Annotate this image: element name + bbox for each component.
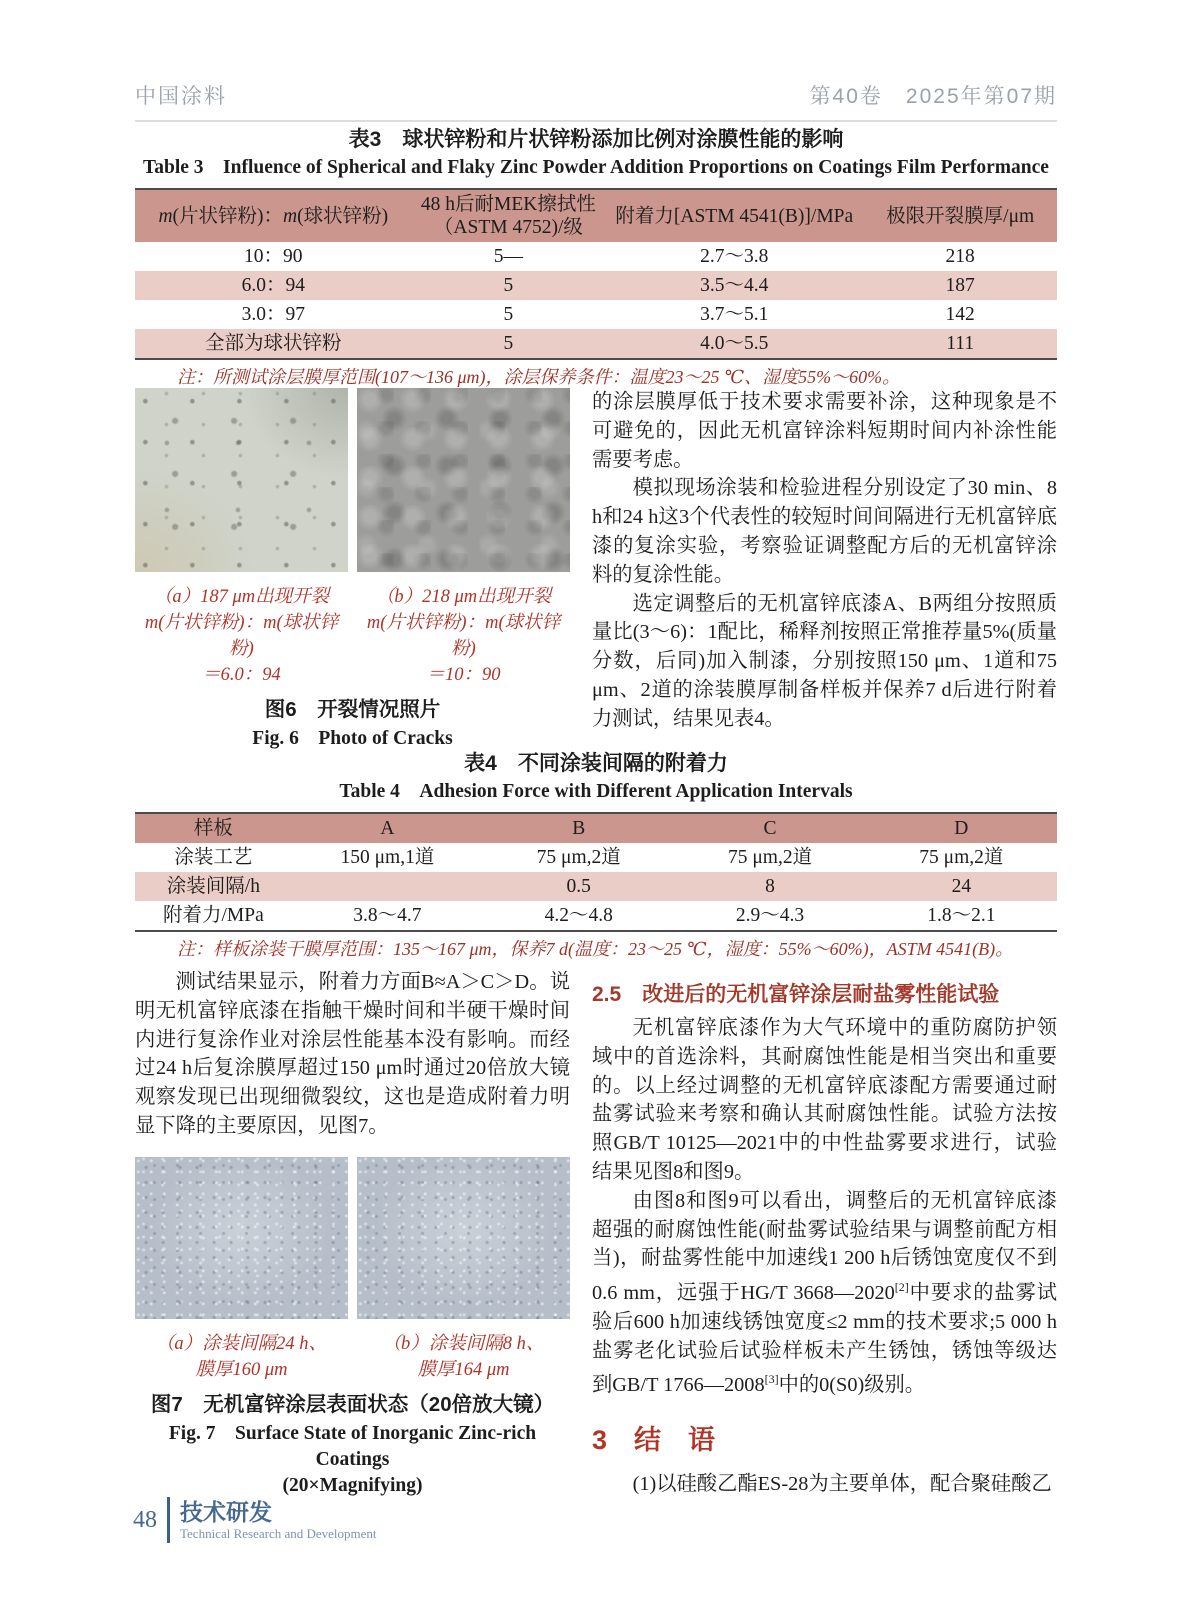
left-column-2: [135, 968, 570, 1499]
table3: [135, 188, 1057, 360]
section-2-5-heading: 2.5 改进后的无机富锌涂层耐盐雾性能试验: [592, 983, 1000, 1006]
table-row: 涂装工艺 150 μm,1道 75 μm,2道 75 μm,2道 75 μm,2道: [135, 843, 1057, 872]
figure7-images: [135, 1157, 570, 1319]
section-3-heading: 3 结 语: [592, 1424, 716, 1455]
table-row: 10：90 5— 2.7～3.8 218: [135, 242, 1057, 271]
table4-header-c: C: [674, 813, 865, 843]
footer-section: [180, 1499, 377, 1542]
table-row: 全部为球状锌粉 5 4.0～5.5 111: [135, 329, 1057, 359]
table4-header-sample: 样板: [135, 813, 292, 843]
figure7-caption-a: （a）涂装间隔24 h、 膜厚160 μm: [155, 1333, 328, 1380]
table4-header-b: B: [483, 813, 674, 843]
paragraph: 选定调整后的无机富锌底漆A、B两组分按照质量比(3～6)：1配比，稀释剂按照正常推荐量5%(质量分数，后同)加入制漆，分别按照150 μm、1道和75 μm、2道的涂装膜厚制备样板并保养7 d后进行附着力测试，结果见表4。: [592, 592, 1057, 730]
table3-title-zh: 表3 球状锌粉和片状锌粉添加比例对涂膜性能的影响: [348, 128, 844, 151]
paragraph: (1)以硅酸乙酯ES-28为主要单体，配合聚硅酸乙: [632, 1472, 1052, 1495]
columns-row-2: [135, 968, 1057, 1499]
figure7-image-a: [135, 1157, 348, 1319]
figure6-caption-b: （b）218 μm出现开裂 m(片状锌粉)：m(球状锌粉) ＝10：90: [366, 587, 561, 685]
page-number: 48: [133, 1506, 157, 1533]
paragraph: 由图8和图9可以看出，调整后的无机富锌底漆超强的耐腐蚀性能(耐盐雾试验结果与调整前配方相当)，耐盐雾性能中加速线1 200 h后锈蚀宽度仅不到0.6 mm，远强于HG/T 3668—2020[2]中要求的盐雾试验后600 h加速线锈蚀宽度≤2 mm的技术要求;5 000 h盐雾老化试验后试验样板未产生锈蚀，锈蚀等级达到GB/T 1766—2008[3]中的0(S0)级别。: [592, 1189, 1057, 1397]
table-row: 3.0：97 5 3.7～5.1 142: [135, 300, 1057, 329]
journal-name: 中国涂料: [135, 85, 227, 108]
figure7-title-en: Fig. 7 Surface State of Inorganic Zinc-rich Coatings (20×Magnifying): [168, 1422, 537, 1496]
footer-divider: [167, 1497, 170, 1543]
table3-header-thickness: 极限开裂膜厚/μm: [863, 189, 1057, 242]
issue-info: 第40卷 2025年第07期: [809, 85, 1057, 108]
table4: [135, 812, 1057, 932]
table4-block: [135, 752, 1057, 960]
citation-ref: [2]: [894, 1280, 909, 1295]
paragraph: 的涂层膜厚低于技术要求需要补涂，这种现象是不可避免的，因此无机富锌涂料短期时间内补涂性能需要考虑。: [592, 391, 1057, 471]
right-column-2: [592, 968, 1057, 1499]
page-header: [135, 80, 1057, 122]
table3-header-ratio: m(片状锌粉)：m(球状锌粉): [135, 189, 412, 242]
columns-row-1: [135, 388, 1057, 752]
table3-header-adhesion: 附着力[ASTM 4541(B)]/MPa: [605, 189, 863, 242]
paragraph: 模拟现场涂装和检验进程分别设定了30 min、8 h和24 h这3个代表性的较短时间间隔进行无机富锌底漆的复涂实验，考察验证调整配方后的无机富锌涂料的复涂性能。: [592, 477, 1057, 586]
table4-header-d: D: [866, 813, 1057, 843]
figure7-captions: [135, 1331, 570, 1383]
citation-ref: [3]: [764, 1372, 779, 1387]
figure7-image-b: [357, 1157, 570, 1319]
table3-header-row: [135, 189, 1057, 242]
paragraph: 测试结果显示，附着力方面B≈A＞C＞D。说明无机富锌底漆在指触干燥时间和半硬干燥时间内进行复涂作业对涂层性能基本没有影响。而经过24 h后复涂膜厚超过150 μm时通过20倍放大镜观察发现已出现细微裂纹，这也是造成附着力明显下降的主要原因，见图7。: [135, 971, 570, 1137]
footer-section-zh: 技术研发: [180, 1498, 272, 1525]
table4-header-row: [135, 813, 1057, 843]
page-footer: [133, 1497, 377, 1543]
figure6-block: [135, 388, 570, 752]
table-row: 附着力/MPa 3.8～4.7 4.2～4.8 2.9～4.3 1.8～2.1: [135, 901, 1057, 931]
table3-title-en: Table 3 Influence of Spherical and Flaky Zinc Powder Addition Proportions on Coatings Film Performance: [143, 157, 1049, 178]
figure6-title-en: Fig. 6 Photo of Cracks: [252, 728, 453, 749]
table4-title-zh: 表4 不同涂装间隔的附着力: [464, 752, 728, 775]
table3-header-mek: 48 h后耐MEK擦拭性（ASTM 4752)/级: [412, 189, 606, 242]
figure6-caption-a: （a）187 μm出现开裂 m(片状锌粉)：m(球状锌粉) ＝6.0：94: [144, 587, 339, 685]
table3-note: 注：所测试涂层膜厚范围(107～136 μm)，涂层保养条件：温度23～25 ℃、湿度55%～60%。: [177, 367, 901, 387]
table3-block: [135, 128, 1057, 388]
figure7-title-zh: 图7 无机富锌涂层表面状态（20倍放大镜）: [150, 1392, 555, 1416]
footer-section-en: Technical Research and Development: [180, 1525, 377, 1541]
table4-note: 注：样板涂装干膜厚范围：135～167 μm，保养7 d(温度：23～25 ℃，湿度：55%～60%)，ASTM 4541(B)。: [177, 939, 1014, 959]
table4-header-a: A: [292, 813, 483, 843]
figure7-caption-b: （b）涂装间隔8 h、 膜厚164 μm: [382, 1333, 545, 1380]
paragraph: 无机富锌底漆作为大气环境中的重防腐防护领域中的首选涂料，其耐腐蚀性能是相当突出和重要的。以上经过调整的无机富锌底漆配方需要通过耐盐雾试验来考察和确认其耐腐蚀性能。试验方法按照GB/T 10125—2021中的中性盐雾要求进行，试验结果见图8和图9。: [592, 1017, 1057, 1183]
table4-title-en: Table 4 Adhesion Force with Different Application Intervals: [339, 781, 853, 802]
figure6-image-a: [135, 388, 348, 572]
table-row: 涂装间隔/h 0.5 8 24: [135, 872, 1057, 901]
right-column-1: [592, 388, 1057, 752]
figure6-captions: [135, 584, 570, 688]
table-row: 6.0：94 5 3.5～4.4 187: [135, 271, 1057, 300]
figure6-image-b: [357, 388, 570, 572]
figure6-title-zh: 图6 开裂情况照片: [264, 698, 441, 721]
figure6-images: [135, 388, 570, 572]
